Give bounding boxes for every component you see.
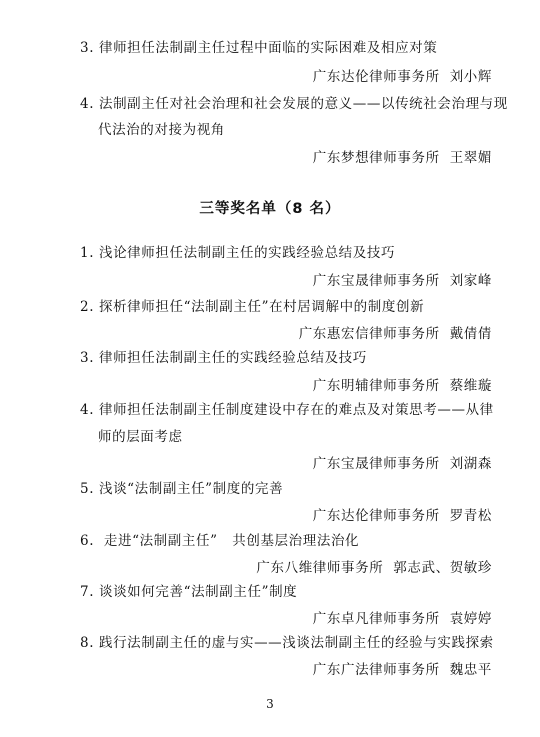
law-firm: 广东宝晟律师事务所 <box>312 273 440 289</box>
entry-attribution <box>313 507 492 525</box>
author: 刘小辉 <box>449 69 492 85</box>
entry-title-continued: 代法治的对接为视角 <box>98 122 225 138</box>
entry-title: 3. 律师担任法制副主任过程中面临的实际困难及相应对策 <box>80 40 438 56</box>
law-firm: 广东达伦律师事务所 <box>312 69 440 85</box>
entry-title: 4. 律师担任法制副主任制度建设中存在的难点及对策思考——从律 <box>80 402 494 418</box>
law-firm: 广东达伦律师事务所 <box>312 508 440 524</box>
entry-attribution <box>313 455 492 473</box>
entry-title: 5. 浅谈“法制副主任”制度的完善 <box>80 481 284 497</box>
author: 刘家峰 <box>449 273 492 289</box>
author: 蔡维璇 <box>449 378 492 394</box>
entry-title: 2. 探析律师担任“法制副主任”在村居调解中的制度创新 <box>80 299 425 315</box>
page-number: 3 <box>266 697 274 711</box>
entry-title: 4. 法制副主任对社会治理和社会发展的意义——以传统社会治理与现 <box>80 96 508 112</box>
author: 袁婷婷 <box>449 611 492 627</box>
entry-attribution <box>313 68 492 86</box>
entry-attribution <box>256 559 492 577</box>
author: 王翠媚 <box>449 150 492 166</box>
author: 魏忠平 <box>449 662 492 678</box>
entry-title: 3. 律师担任法制副主任的实践经验总结及技巧 <box>80 350 367 366</box>
author: 刘湖森 <box>449 456 492 472</box>
law-firm: 广东八维律师事务所 <box>256 560 384 576</box>
law-firm: 广东卓凡律师事务所 <box>312 611 440 627</box>
entry-title: 1. 浅论律师担任法制副主任的实践经验总结及技巧 <box>80 245 396 261</box>
law-firm: 广东明辅律师事务所 <box>312 378 440 394</box>
section-heading: 三等奖名单（8 名） <box>199 201 341 217</box>
entry-attribution <box>313 610 492 628</box>
entry-attribution <box>313 149 492 167</box>
entry-attribution <box>313 272 492 290</box>
law-firm: 广东广法律师事务所 <box>312 662 440 678</box>
author: 郭志武、贺敏珍 <box>393 560 492 576</box>
entry-title: 8. 践行法制副主任的虚与实——浅谈法制副主任的经验与实践探索 <box>80 635 494 651</box>
law-firm: 广东惠宏信律师事务所 <box>298 326 440 342</box>
entry-attribution <box>313 661 492 679</box>
author: 罗青松 <box>449 508 492 524</box>
author: 戴倩倩 <box>449 326 492 342</box>
law-firm: 广东宝晟律师事务所 <box>312 456 440 472</box>
entry-title: 6. 走进“法制副主任” 共创基层治理法治化 <box>80 533 360 549</box>
entry-attribution <box>299 325 492 343</box>
law-firm: 广东梦想律师事务所 <box>312 150 440 166</box>
entry-title-continued: 师的层面考虑 <box>98 429 183 445</box>
entry-title: 7. 谈谈如何完善“法制副主任”制度 <box>80 584 298 600</box>
entry-attribution <box>313 377 492 395</box>
